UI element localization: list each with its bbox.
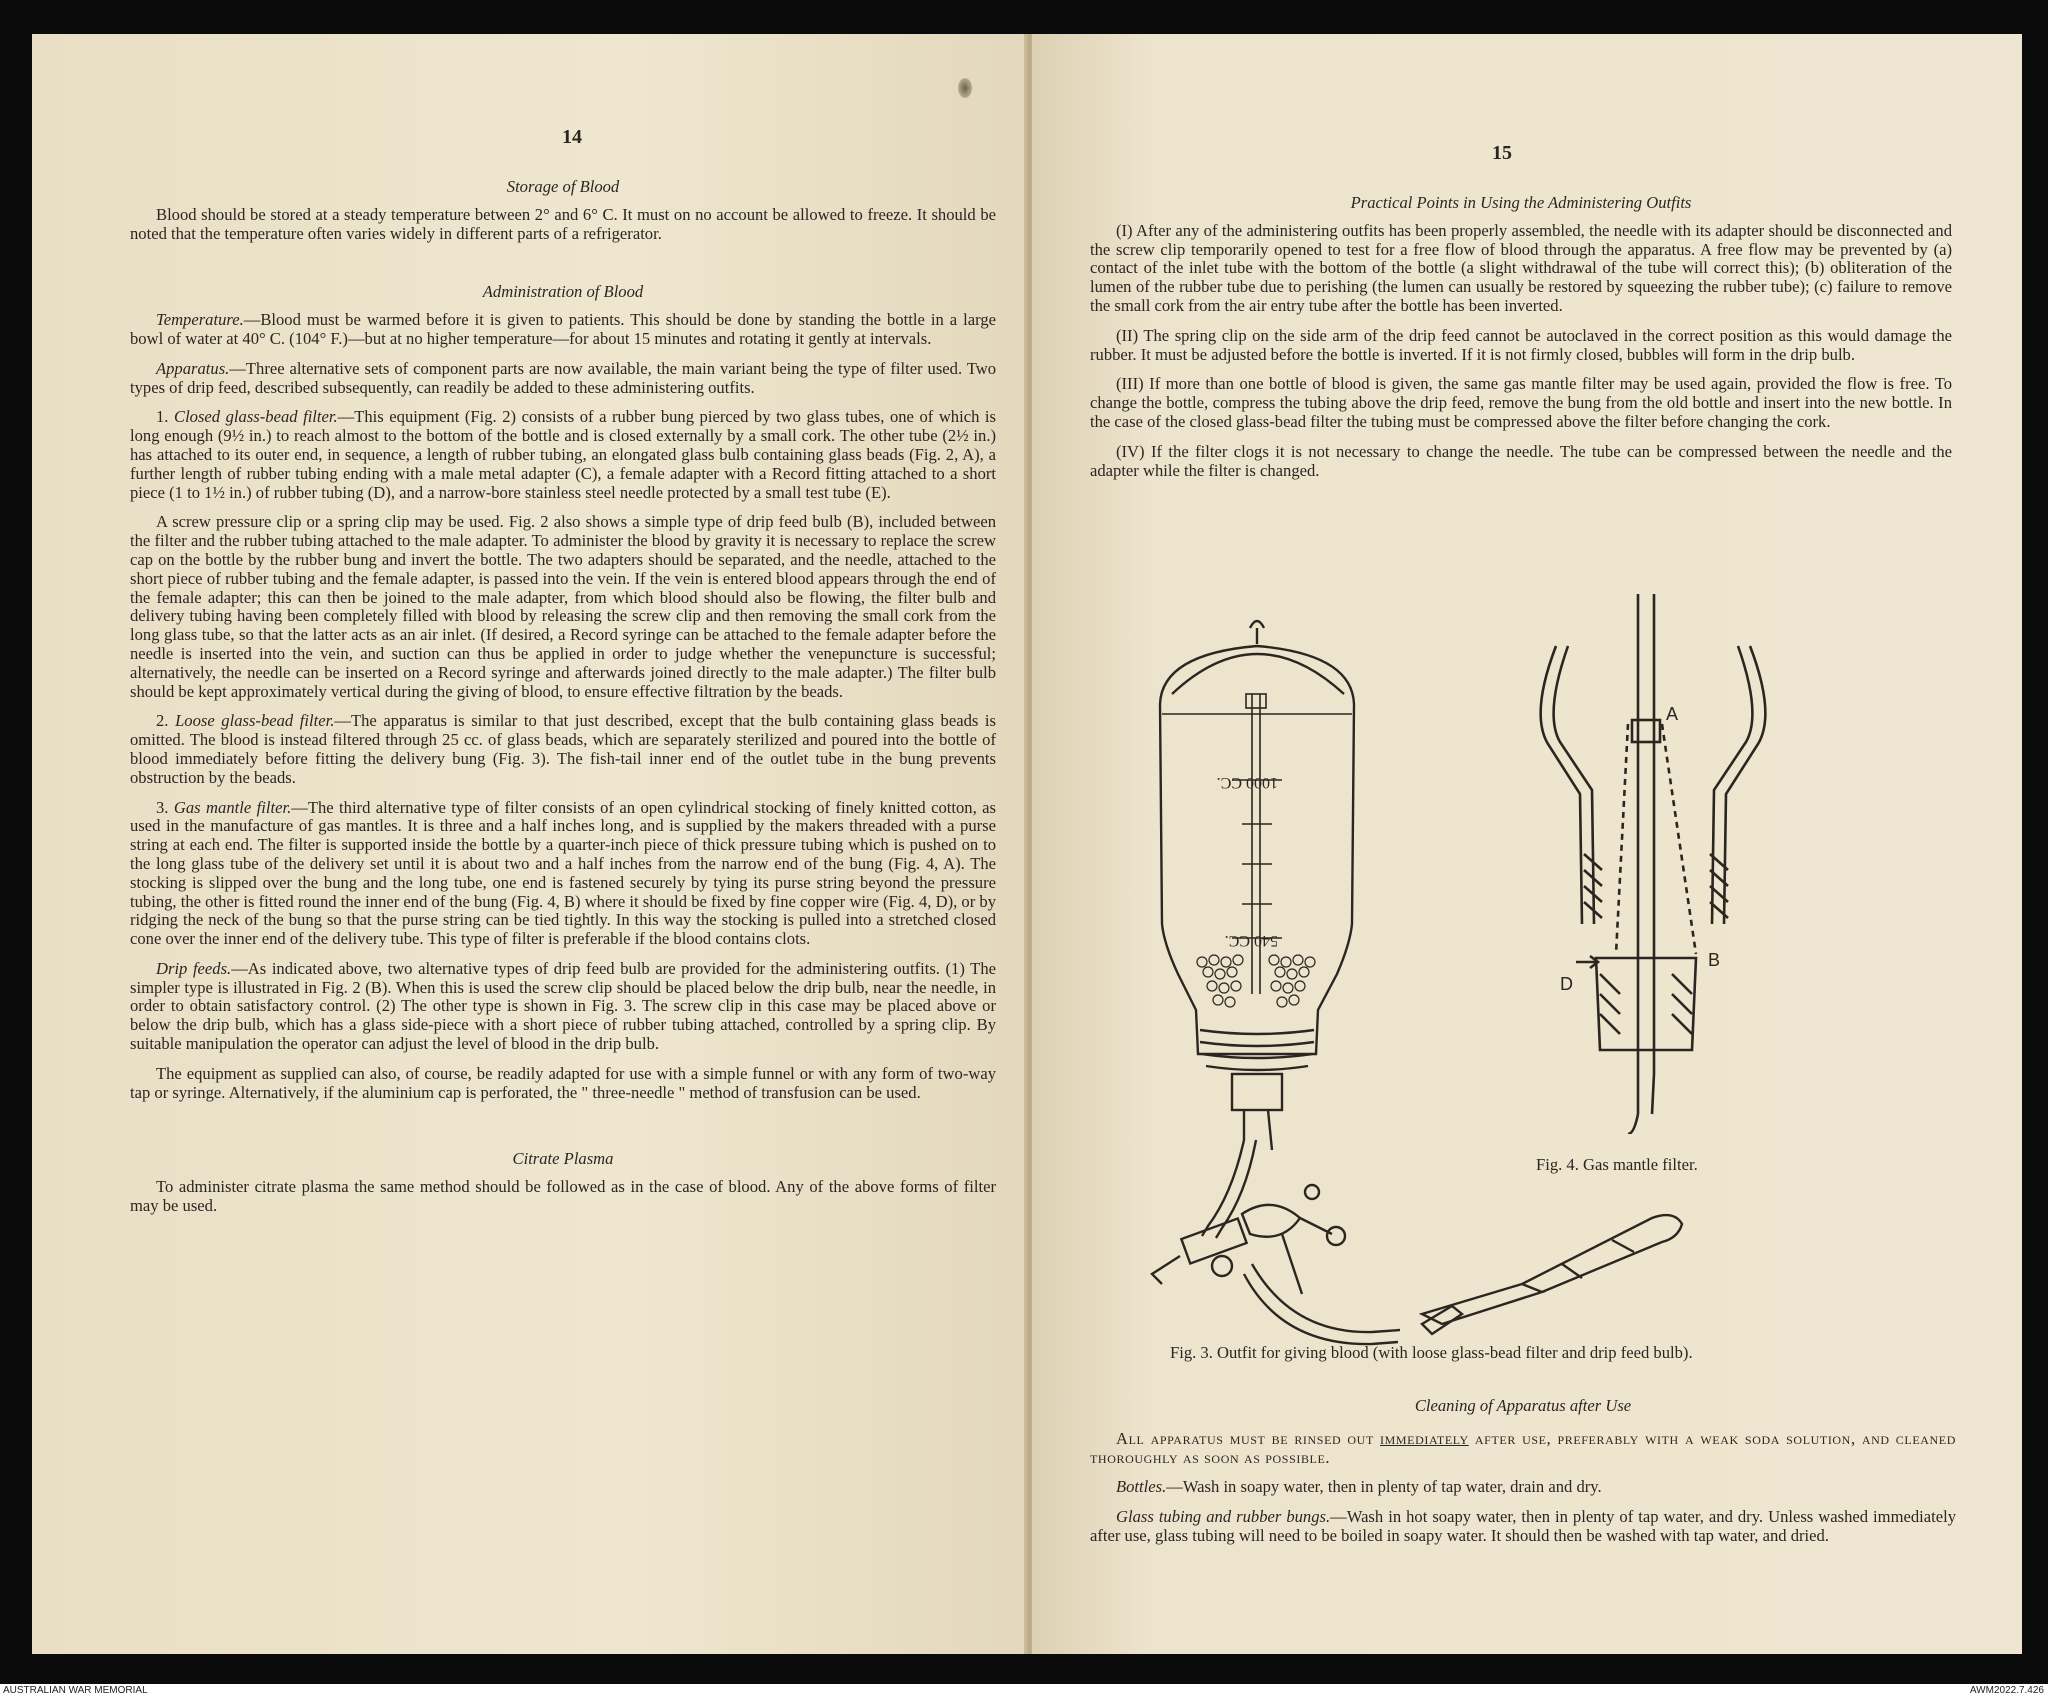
left-page — [32, 34, 1028, 1654]
equipment-paragraph: The equipment as supplied can also, of course, be readily adapted for use with a simple funnel or with any form of two-way tap or syringe. Alternatively, if the aluminium cap is perforated, the " three-needle " method of transfusion can be used. — [130, 1063, 996, 1102]
glass-tubing-label: Glass tubing and rubber bungs. — [1116, 1507, 1331, 1527]
cleaning-heading: Cleaning of Apparatus after Use — [1414, 1396, 1632, 1415]
right-page — [1032, 34, 2022, 1654]
cleaning-notice: All apparatus must be rinsed out immediately after use, preferably with a weak soda solution, and cleaned thoroughly as soon as possible. — [1090, 1428, 1956, 1467]
closed-filter-paragraph: 1. Closed glass-bead filter.—This equipment (Fig. 2) consists of a rubber bung pierced by two glass tubes, one of which is long enough (9½ in.) to reach almost to the bottom of the bottle and is closed externally by a small cork. The other tube (2½ in.) has attached to its outer end, in sequence, a length of rubber tubing, an elongated glass bulb containing glass beads (Fig. 2, A), a further length of rubber tubing ending with a male metal adapter (C), a female adapter with a Record fitting attached to a short piece (1 to 1½ in.) of rubber tubing (D), and a narrow-bore stainless steel needle protected by a small test tube (E). — [130, 407, 996, 502]
practical-points-text — [1090, 194, 1952, 491]
practical-point-2: (II) The spring clip on the side arm of the drip feed cannot be autoclaved in the correct position as this would damage the rubber. It must be adjusted before the bottle is inverted. If it is not firmly closed, bubbles will form in the drip bulb. — [1090, 325, 1952, 364]
bottles-label: Bottles. — [1116, 1477, 1167, 1497]
temperature-paragraph: Temperature.—Blood must be warmed before it is given to patients. This should be done by standing the bottle in a large bowl of water at 40° C. (104° F.)—but at no higher temperature—for about 15 minutes and rotating it gently at intervals. — [130, 310, 996, 348]
pressure-clip-paragraph: A screw pressure clip or a spring clip may be used. Fig. 2 also shows a simple type of drip feed bulb (B), included between the filter and the rubber tubing attached to the male adapter. To administer the blood by gravity it is necessary to replace the screw cap on the bottle by the rubber bung and invert the bottle. The two adapters should be separated, and the needle, attached to the short piece of rubber tubing and the female adapter, is passed into the vein. If the vein is entered blood appears through the end of the female adapter; this can then be joined to the male adapter, from which blood should also be flowing, the filter bulb and delivery tubing having been completely filled with blood by releasing the screw clip and then removing the small cork from the long glass tube, so that the latter acts as an air inlet. (If desired, a Record syringe can be attached to the female adapter before the needle is inserted into the vein, and suction can thus be applied in order to judge whether the venepuncture is successful; alternatively, the needle can be inserted on a Record syringe and afterwards joined directly to the male adapter.) The filter bulb should be kept approximately vertical during the giving of blood, to ensure effective filtration by the beads. — [130, 512, 996, 701]
staple-hole-left — [958, 78, 972, 98]
immediately-emphasis: immediately — [1380, 1428, 1469, 1448]
citrate-paragraph: To administer citrate plasma the same method should be followed as in the case of blood. Any of the above forms of filter may be used. — [130, 1177, 996, 1216]
citrate-heading: Citrate Plasma — [512, 1149, 614, 1169]
practical-heading: Practical Points in Using the Administering Outfits — [1350, 193, 1692, 212]
left-page-text — [130, 178, 996, 1227]
page-number-left: 14 — [562, 126, 582, 148]
practical-point-1: (I) After any of the administering outfits has been properly assembled, the needle with its adapter should be disconnected and the screw clip temporarily opened to test for a free flow of blood through the apparatus. A free flow may be prevented by (a) contact of the inlet tube with the bottom of the bottle (a slight withdrawal of the tube will correct this); (b) obliteration of the lumen of the rubber tube due to perishing (the lumen can usually be restored by squeezing the rubber tube); (c) failure to remove the small cork from the air entry tube after the bottle has been inverted. — [1090, 220, 1952, 315]
footer-reference: AWM2022.7.426 — [1969, 1685, 2044, 1696]
drip-feeds-paragraph: Drip feeds.—As indicated above, two alternative types of drip feed bulb are provided for the administering outfits. (1) The simpler type is illustrated in Fig. 2 (B). When this is used the screw clip should be placed below the drip bulb, near the needle, in order to obtain satisfactory control. (2) The other type is shown in Fig. 3. The screw clip in this case may be placed above or below the drip bulb, which has a glass side-piece with a short piece of rubber tubing attached, controlled by a spring clip. By suitable manipulation the operator can adjust the level of blood in the drip bulb. — [130, 958, 996, 1054]
storage-heading: Storage of Blood — [506, 177, 620, 196]
bottles-paragraph: Bottles.—Wash in soapy water, then in plenty of tap water, drain and dry. — [1116, 1477, 1602, 1497]
glass-tubing-paragraph: Glass tubing and rubber bungs.—Wash in hot soapy water, then in plenty of tap water, and dry. Unless washed immediately after use, glass tubing will need to be boiled in soapy water. It should then be washed with tap water, and dried. — [1090, 1507, 1956, 1545]
loose-filter-label: Loose glass-bead filter. — [175, 711, 335, 731]
administration-heading: Administration of Blood — [482, 282, 644, 302]
bottle-mark-bottom: 540 CC. — [1224, 932, 1278, 949]
drip-feeds-label: Drip feeds. — [156, 958, 232, 978]
fig3-needle-tube — [1412, 1204, 1732, 1344]
loose-filter-paragraph: 2. Loose glass-bead filter.—The apparatus is similar to that just described, except that the bulb containing glass beads is omitted. The blood is instead filtered through 25 cc. of glass beads, which are separately sterilized and poured into the bottle of blood immediately before fitting the delivery bung (Fig. 3). The fish-tail inner end of the outlet tube in the bung prevents obstruction by the beads. — [130, 711, 997, 787]
closed-filter-label: Closed glass-bead filter. — [174, 407, 338, 427]
apparatus-label: Apparatus. — [156, 358, 230, 378]
page-number-right: 15 — [1492, 142, 1512, 164]
fig4-label-d: D — [1560, 974, 1573, 994]
gas-mantle-label: Gas mantle filter. — [173, 797, 292, 817]
temperature-label: Temperature. — [156, 310, 244, 330]
fig4-label-b: B — [1708, 950, 1721, 970]
gas-mantle-paragraph: 3. Gas mantle filter.—The third alternative type of filter consists of an open cylindrical stocking of finely knitted cotton, as used in the manufacture of gas mantles. It is three and a half inches long, and is supplied by the makers threaded with a purse string at each end. The filter is supported inside the bottle by a quarter-inch piece of thick pressure tubing which is pushed on to the long glass tube of the delivery set until it is about two and a half inches from the narrow end of the bung (Fig. 4, A). The stocking is slipped over the bung and the long tube, one end is fastened securely by tying its purse string beyond the pressure tubing, the other is fitted round the inner end of the bung (Fig. 4, B) where it should be fixed by fine copper wire (Fig. 4, D), or by ridging the neck of the bung so that the purse string can be tied tightly. In this way the stocking is pulled into a stretched closed cone over the inner end of the delivery tube. This type of filter is preferable if the blood contains clots. — [130, 797, 996, 949]
cleaning-text — [1090, 1397, 1956, 1557]
fig4-label-a: A — [1666, 704, 1679, 724]
practical-point-4: (IV) If the filter clogs it is not necessary to change the needle. The tube can be compressed between the needle and the adapter while the filter is changed. — [1090, 441, 1952, 480]
fig4-caption: Fig. 4. Gas mantle filter. — [1536, 1155, 1698, 1174]
apparatus-paragraph: Apparatus.—Three alternative sets of component parts are now available, the main variant being the type of filter used. Two types of drip feed, described subsequently, can readily be added to these administering outfits. — [130, 358, 996, 397]
archive-footer — [0, 1684, 2048, 1698]
practical-point-3: (III) If more than one bottle of blood is given, the same gas mantle filter may be used again, provided the flow is free. To change the bottle, compress the tubing above the drip feed, remove the bung from the old bottle and insert into the new bottle. In the case of the closed glass-bead filter the tubing must be compressed above the filter before changing the cork. — [1090, 374, 1952, 431]
footer-source: AUSTRALIAN WAR MEMORIAL — [3, 1685, 148, 1696]
bottle-mark-top: 1000 CC. — [1216, 774, 1278, 791]
storage-paragraph: Blood should be stored at a steady temperature between 2° and 6° C. It must on no account be allowed to freeze. It should be noted that the temperature often varies widely in different parts of a refrigerator. — [130, 204, 996, 243]
fig3-caption: Fig. 3. Outfit for giving blood (with loose glass-bead filter and drip feed bulb). — [1170, 1343, 1693, 1362]
fig4-gas-mantle-diagram — [1516, 594, 1816, 1134]
